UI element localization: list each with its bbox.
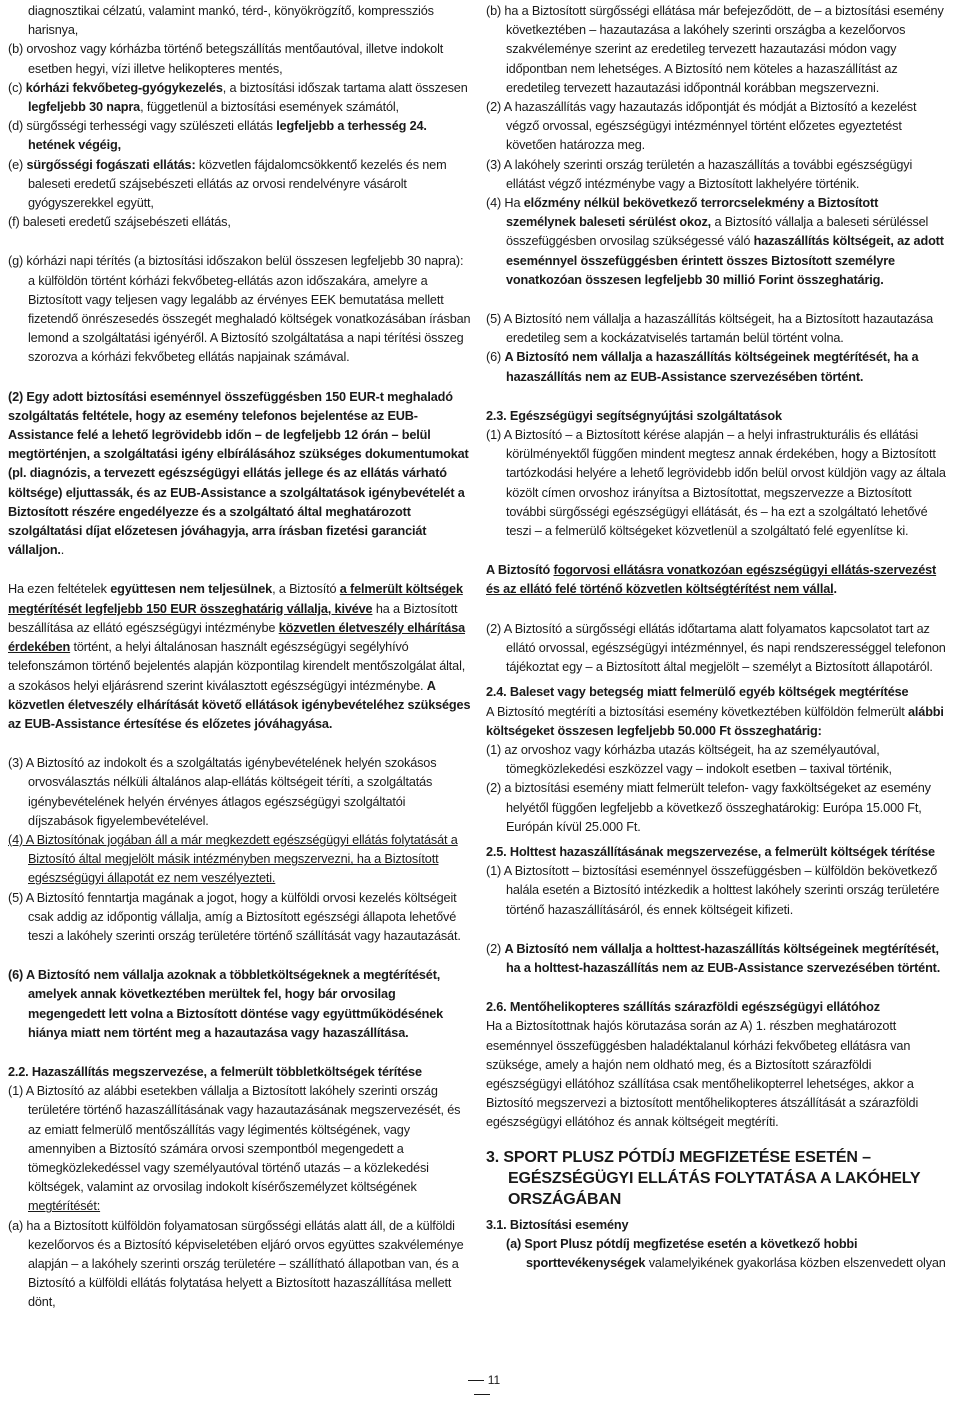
section-2-2-heading: 2.2. Hazaszállítás megszervezése, a felmerült többletköltségek térítése	[8, 1064, 422, 1079]
right-column	[486, 2, 950, 1273]
section-2-3-item-1: (1) A Biztosító – a Biztosított kérése alapján – a helyi infrastrukturális és ellátási körülményektől függően mindent megtesz annak érdekében, hogy a Biztosított tartózkodási helyére a lehető legrövidebb időn belül orvost küldjön vagy az általa közölt címen orvoshoz irányítsa a Biztosítottat, megszervezze a Biztosított további sürgősségi egészségügyi ellátását, és – ha ezt a szolgáltató lehetővé teszi – a felmerülő költségeket közvetlenül a szolgáltató felé egyenlítse ki.	[486, 428, 946, 539]
section-2-2-item-3: (3) A lakóhely szerinti ország területén a hazaszállítás a további egészségügyi ellátást végző intézménybe vagy a Biztosított lakhelyére történik.	[486, 157, 913, 191]
paragraph-5: (5) A Biztosító fenntartja magának a jogot, hogy a külföldi orvosi kezelés költségeit csak addig az időpontig vállalja, amíg a Biztosított egészségi állapota lehetővé teszi a lakóhely szerinti ország területére történő szállítását vagy hazautazását.	[8, 890, 461, 943]
section-2-4-intro: A Biztosító megtéríti a biztosítási esemény következtében külföldön felmerült alábbi költségeket összesen legfeljebb 50.000 Ft összeghatárig:	[486, 704, 944, 738]
section-2-6-heading: 2.6. Mentőhelikopteres szállítás szárazföldi egészségügyi ellátóhoz	[486, 1000, 880, 1015]
paragraph-2: (2) Egy adott biztosítási eseménnyel összefüggésben 150 EUR-t meghaladó szolgáltatás feltétele, hogy az esemény telefonos bejelentése az EUB-Assistance felé a lehető legrövidebb időn – de legfeljebb 12 órán – belül megtörténjen, a szolgáltatási igény elbírálásához szükséges dokumentumokat (pl. diagnózis, a tervezett egészségügyi ellátás jellege és az ellátás várható költsége) eljuttassák, és az EUB-Assistance a szolgáltatások igénybevételét a Biztosított részére engedélyezze és a szolgáltató által meghatározott szolgáltatási díjat előzetesen jóváhagyja, arra írásban fizetési garanciát vállaljon..	[8, 389, 469, 558]
condition-box-text: Ha ezen feltételek együttesen nem teljesülnek, a Biztosító a felmerült költségek megtérítését legfeljebb 150 EUR összeghatárig vállalja, kivéve ha a Biztosított beszállítása az ellátó egészségügyi intézménybe közvetlen életveszély elhárítása érdekében történt, a helyi általánosan használt egészségügyi segélyhívó telefonszámon történő bejelentés alapján központilag kirendelt mentőszolgálat által, a szokásos helyi eljárásrend szerint kiválasztott egészségügyi intézménybe. A közvetlen életveszély elhárítását követő ellátások igénybevételéhez szükséges az EUB-Assistance értesítése és előzetes jóváhagyása.	[8, 582, 471, 731]
item-e: (e) sürgősségi fogászati ellátás: közvetlen fájdalomcsökkentő kezelés és nem baleseti eredetű szájsebészeti ellátás az orvosi rendelvényre vásárolt gyógyszerekkel együtt,	[8, 157, 447, 211]
item-b: (b) orvoshoz vagy kórházba történő betegszállítás mentőautóval, illetve indokolt esetben hegyi, vízi illetve helikopteres mentés,	[8, 42, 444, 76]
left-column	[8, 2, 472, 1313]
section-2-3-heading: 2.3. Egészségügyi segítségnyújtási szolgáltatások	[486, 408, 782, 423]
section-3-1-heading: 3.1. Biztosítási esemény	[486, 1217, 629, 1232]
section-2-2-item-5: (5) A Biztosító nem vállalja a hazaszállítás költségeit, ha a Biztosított hazautazása eredetileg sem a kockázatviselés tartamán belül történt volna.	[486, 312, 934, 346]
paragraph-3: (3) A Biztosító az indokolt és a szolgáltatás igénybevételének helyén szokásos orvosválasztás nélküli általános alap-ellátás költségeit téríti, a szolgáltatás igénybevételének helyén érvényes átlagos egészségügyi szolgáltatói díjszabások figyelembevételével.	[8, 756, 437, 828]
item-g: (g) kórházi napi térítés (a biztosítási időszakon belül összesen legfeljebb 30 napra): a külföldön történt kórházi fekvőbeteg-ellátás azon időszakára, amelyre a Biztosított vagy teljesen vagy legalább az érvényes EEK bemutatása mellett fizetendő önrészesedés összegét meghaladó költségek vonatkozásában írásban lemond a szolgáltatási igényéről. A Biztosító szolgáltatása a napi térítési összeg szorozva a kórházi fekvőbeteg ellátás napjainak számával.	[8, 254, 471, 365]
item-d: (d) sürgősségi terhességi vagy szülészeti ellátás legfeljebb a terhesség 24. hetének végéig,	[8, 119, 427, 153]
section-2-2-item-b: (b) ha a Biztosított sürgősségi ellátása már befejeződött, de – a biztosítási esemény következtében – hazautazása a lakóhely szerinti országba a kezelőorvos szakvéleménye szerint az eredetileg tervezett hazautazási módon vagy időpontban nem lehetséges. A Biztosító nem köteles a hazaszállítást az eredetileg tervezett hazautazási időpontnál korábban megszervezni.	[486, 4, 944, 95]
section-2-5-item-1: (1) A Biztosított – biztosítási eseménnyel összefüggésben – külföldön bekövetkező halála esetén a Biztosító intézkedik a holttest lakóhely szerinti ország területére történő hazaszállításáról, és ennek költségeit kifizeti.	[486, 864, 940, 917]
section-2-2-item-a: (a) ha a Biztosított külföldön folyamatosan sürgősségi ellátás alatt áll, de a külföldi kezelőorvos és a Biztosító képviseletében eljáró orvos együttes szakvéleménye alapján – a lakóhely szerinti ország területére – szállítható állapotban van, és a Biztosító a külföldi ellátás folytatása helyett a Biztosított hazaszállítása mellett dönt,	[8, 1218, 464, 1310]
item-a-continuation: diagnosztikai célzatú, valamint mankó, térd-, könyökrögzítő, kompressziós harisnya,	[28, 4, 434, 38]
section-2-2-item-6: (6) A Biztosító nem vállalja a hazaszállítás költségeinek megtérítését, ha a hazaszállítás nem az EUB-Assistance szervezésében történt.	[486, 350, 919, 384]
paragraph-4: (4) A Biztosítónak jogában áll a már megkezdett egészségügyi ellátás folytatását a Biztosító által megjelölt másik intézményben megszervezni, ha a Biztosított egészségügyi állapotát ez nem veszélyezteti.	[8, 832, 458, 886]
section-3-heading: 3. SPORT PLUSZ PÓTDÍJ MEGFIZETÉSE ESETÉN – EGÉSZSÉGÜGYI ELLÁTÁS FOLYTATÁSA A LAKÓHELY ORSZÁGÁBAN	[486, 1148, 921, 1208]
section-2-5-item-2: (2) A Biztosító nem vállalja a holttest-hazaszállítás költségeinek megtérítését, ha a holttest-hazaszállítás nem az EUB-Assistance szervezésében történt.	[486, 941, 941, 975]
section-2-4-heading: 2.4. Baleset vagy betegség miatt felmerülő egyéb költségek megtérítése	[486, 685, 909, 700]
item-c: (c) kórházi fekvőbeteg-gyógykezelés, a biztosítási időszak tartama alatt összesen legfeljebb 30 napra, függetlenül a biztosítási események számától,	[8, 80, 468, 115]
section-2-4-item-1: (1) az orvoshoz vagy kórházba utazás költségeit, ha az személyautóval, tömegközlekedési eszközzel vagy – indokolt esetben – taxival történik,	[486, 742, 892, 777]
section-3-1-item-a: (a) Sport Plusz pótdíj megfizetése esetén a következő hobbi sporttevékenységek valamelyikének gyakorlása közben elszenvedett olyan	[506, 1236, 946, 1270]
section-2-4-item-2: (2) a biztosítási esemény miatt felmerült telefon- vagy faxköltségeket az esemény helyétől függően legfeljebb a következő összeghatárokig: Európa 15.000 Ft, Európán kívül 25.000 Ft.	[486, 781, 931, 834]
section-2-2-item-4: (4) Ha előzmény nélkül bekövetkező terrorcselekmény a Biztosított személynek baleseti sérülést okoz, a Biztosító vállalja a baleseti sérüléssel összefüggésben orvosilag szükségessé váló hazaszállítás költségeit, az adott eseménnyel összefüggésben érintett összes Biztosított személyre vonatkozóan összesen legfeljebb 30 millió Forint összeghatárig.	[486, 196, 944, 287]
section-2-2-item-2: (2) A hazaszállítás vagy hazautazás időpontját és módját a Biztosító a kezelést végző orvossal, egészségügyi intézménnyel történt előzetes egyeztetést követően határozza meg.	[486, 100, 917, 153]
section-2-3-item-2: (2) A Biztosító a sürgősségi ellátás időtartama alatt folyamatos kapcsolatot tart az ellátó orvossal, egészségügyi intézménnyel, és napi rendszerességgel telefonon tájékoztat egy – a Biztosított által megjelölt – személyt a Biztosított állapotáról.	[486, 621, 946, 675]
section-2-6-text: Ha a Biztosítottnak hajós körutazása során az A) 1. részben meghatározott eseménnyel összefüggésben haladéktalanul kórházi fekvőbeteg ellátásra van szüksége, amely a hajón nem oldható meg, és a Biztosított szárazföldi egészségügyi ellátóhoz szállítása csak mentőhelikopterrel lehetséges, akkor a Biztosító megszervezi a biztosított mentőhelikopteres átszállítását a szárazföldi egészségügyi ellátóhoz és annak költségeit megtéríti.	[486, 1019, 919, 1130]
page-number	[462, 1373, 502, 1401]
paragraph-6: (6) A Biztosító nem vállalja azoknak a többletköltségeknek a megtérítését, amelyek annak következtében merültek fel, hogy bár orvosilag megengedett lett volna a Biztosított döntése vagy együttműködésének hiánya miatt nem történt meg a hazautazása vagy hazaszállítása.	[8, 968, 444, 1040]
item-f: (f) baleseti eredetű szájsebészeti ellátás,	[8, 215, 231, 230]
section-2-5-heading: 2.5. Holttest hazaszállításának megszervezése, a felmerült költségek térítése	[486, 844, 935, 859]
section-2-2-item-1: (1) A Biztosító az alábbi esetekben vállalja a Biztosított lakóhely szerinti ország területére történő hazaszállításának vagy hazautazásának megszervezését, és az emiatt felmerülő mentőszállítás vagy légimentés költségének, vagy amennyiben a Biztosító számára orvosi szempontból megengedett a tömegközlekedéssel vagy személyautóval történő utazás – a közlekedési költségek, valamint az orvosilag indokolt kísérőszemélyzet költségének megtérítését:	[8, 1084, 461, 1214]
page-number-text: 11	[487, 1373, 501, 1387]
dental-exclusion: A Biztosító fogorvosi ellátásra vonatkozóan egészségügyi ellátás-szervezést és az ellátó felé történő közvetlen költségtérítést nem vállal.	[486, 563, 937, 597]
